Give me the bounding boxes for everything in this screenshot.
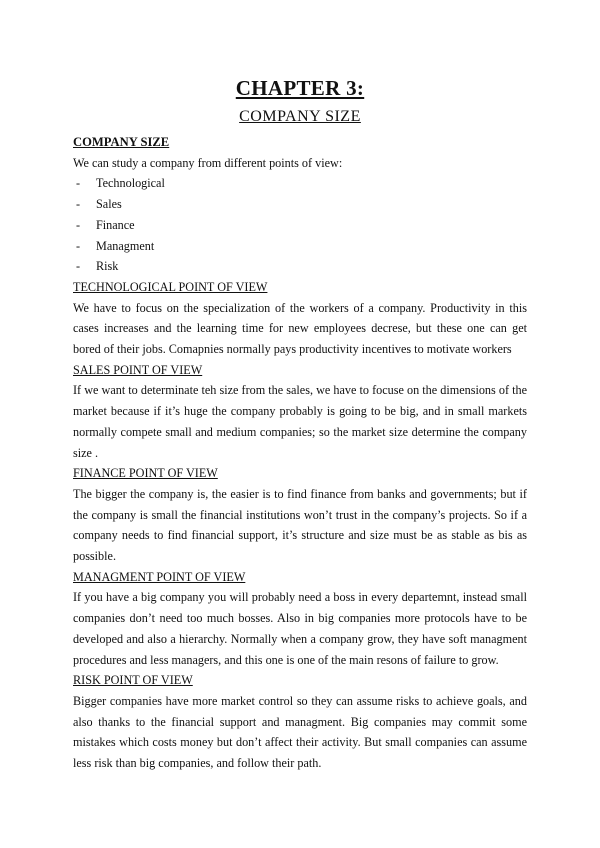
risk-paragraph: Bigger companies have more market control so they can assume risks to achieve goals, and also thanks to the financial support and managment. Big companies may commit some mistakes which costs money but don’t affect their activity. But small companies can assume less risk than big companies, and follow their path. xyxy=(73,693,527,771)
document-body xyxy=(73,132,527,774)
sales-paragraph: If we want to determinate teh size from the sales, we have to focuse on the dimensions of the market because if it’s huge the company probably is going to be big, and in small markets normally compete small and medium companies; so the market size determine the company size . xyxy=(73,383,527,460)
finance-paragraph: The bigger the company is, the easier is to find finance from banks and governments; but if the company is small the financial institutions won’t trust in the company’s projects. So if a company needs to find financial support, it’s structure and size must be as stable as bis as possible. xyxy=(73,486,527,564)
list-bullet: - xyxy=(76,176,81,191)
list-item xyxy=(73,215,527,236)
managment-heading: MANAGMENT POINT OF VIEW xyxy=(73,569,246,584)
list-bullet: - xyxy=(76,259,81,274)
intro-heading: COMPANY SIZE xyxy=(73,135,170,149)
list-bullet: - xyxy=(76,238,81,253)
list-item xyxy=(73,236,527,257)
list-item xyxy=(73,256,527,277)
list-item xyxy=(73,173,527,194)
technological-heading: TECHNOLOGICAL POINT OF VIEW xyxy=(73,279,268,294)
list-item-text: Technological xyxy=(96,176,165,191)
technological-paragraph: We have to focus on the specialization of the workers of a company. Productivity in this cases increases and the learning time for new employees decrese, but these one can get bored of their jobs. Comapnies normally pays productivity incentives to motivate workers xyxy=(73,300,527,357)
finance-heading: FINANCE POINT OF VIEW xyxy=(73,466,218,481)
risk-heading: RISK POINT OF VIEW xyxy=(73,673,193,688)
intro-text: We can study a company from different points of view: xyxy=(73,155,343,170)
list-item-text: Sales xyxy=(96,197,122,212)
sales-heading: SALES POINT OF VIEW xyxy=(73,362,203,377)
chapter-title: CHAPTER 3: xyxy=(235,76,365,100)
list-item-text: Finance xyxy=(96,217,135,232)
list-item-text: Risk xyxy=(96,259,119,274)
points-of-view-list xyxy=(73,173,527,277)
managment-paragraph: If you have a big company you will probably need a boss in every departemnt, instead small companies don’t need too much bosses. Also in big companies more protocols have to be developed and also a hierarchy. Normally when a company grow, they have soft managment procedures and less managers, and this one is one of the main resons of failure to grow. xyxy=(73,590,527,667)
list-bullet: - xyxy=(76,197,81,212)
list-bullet: - xyxy=(76,217,81,232)
list-item xyxy=(73,194,527,215)
list-item-text: Managment xyxy=(96,238,155,253)
chapter-subtitle: COMPANY SIZE xyxy=(239,108,361,125)
